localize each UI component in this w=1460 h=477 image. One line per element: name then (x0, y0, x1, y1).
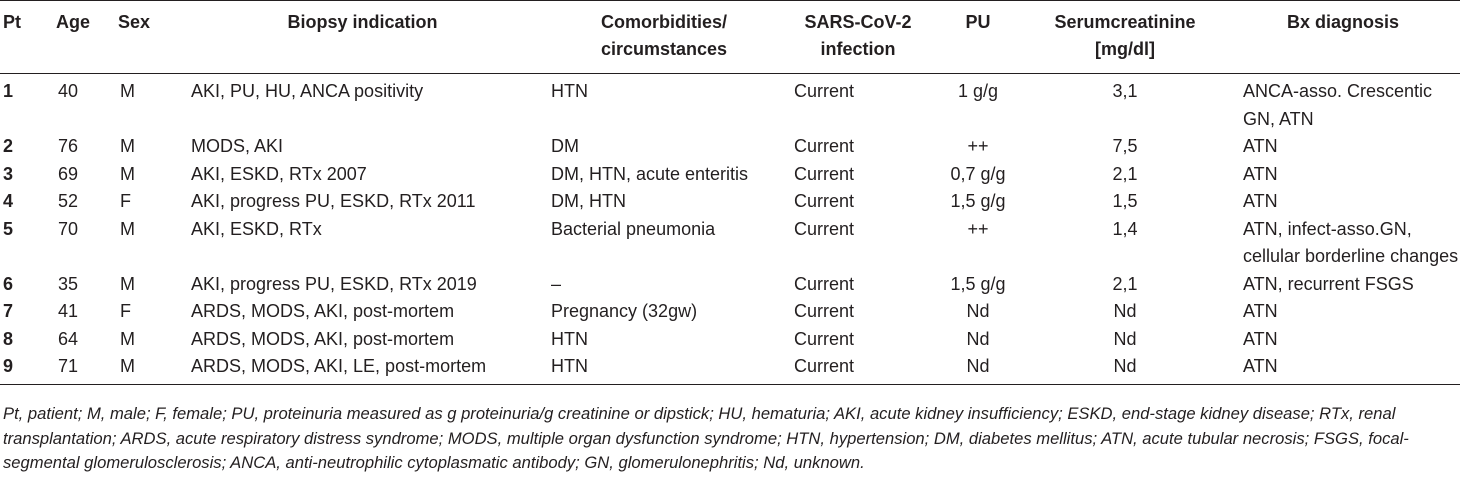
cell-comorbidities: HTN (551, 328, 588, 349)
dx-line1: ANCA-asso. Crescentic (1243, 81, 1433, 101)
cell-sex: F (120, 191, 131, 211)
cell-comorbidities: HTN (551, 356, 588, 376)
cell-pt: 2 (3, 136, 14, 156)
cell-sars: Current (794, 191, 855, 211)
header-sars-line2: infection (820, 39, 896, 59)
cell-biopsy-indication: ARDS, MODS, AKI, post-mortem (191, 328, 455, 349)
cell-biopsy-indication: ARDS, MODS, AKI, post-mortem (191, 301, 455, 321)
cell-pt: 5 (3, 218, 14, 239)
cell-bx-diagnosis: ATN, recurrent FSGS (1243, 273, 1414, 294)
cell-sars: Current (794, 273, 855, 294)
cell-pu: Nd (966, 328, 990, 349)
cell-sars: Current (794, 81, 855, 101)
cell-biopsy-indication: AKI, PU, HU, ANCA positivity (191, 81, 424, 101)
header-age: Age (56, 12, 91, 32)
header-serum-line2: [mg/dl] (1095, 39, 1155, 59)
table-row (0, 271, 1460, 299)
cell-comorbidities: Bacterial pneumonia (551, 218, 716, 239)
cell-sars: Current (794, 301, 855, 321)
header-serumcreatinine (1027, 1, 1223, 74)
cell-sex: M (120, 328, 135, 349)
table-footnote: Pt, patient; M, male; F, female; PU, proteinuria measured as g proteinuria/g creatinine or dipstick; HU, hematuria; AKI, acute kidney insufficiency; ESKD, end-stage kidney disease; RTx, renal transplantation; ARDS, acute respiratory distress syndrome; MODS, multiple organ dysfunction syndrome; HTN, hypertension; DM, diabetes mellitus; ATN, acute tubular necrosis; FSGS, focal-segmental glomerulosclerosis; ANCA, anti-neutrophilic cytoplasmatic antibody; GN, glomerulonephritis; Nd, unknown. (3, 404, 1409, 473)
cell-sex: M (120, 81, 135, 101)
cell-bx-diagnosis (1223, 74, 1460, 134)
cell-creatinine: 3,1 (1112, 81, 1138, 101)
header-sex: Sex (118, 12, 151, 32)
cell-pu: 0,7 g/g (950, 163, 1006, 184)
cell-creatinine: 2,1 (1112, 163, 1138, 184)
header-serum-line1: Serumcreatinine (1054, 12, 1196, 32)
cell-pu: ++ (967, 136, 989, 156)
cell-biopsy-indication: ARDS, MODS, AKI, LE, post-mortem (191, 356, 487, 376)
header-bx-diagnosis: Bx diagnosis (1286, 12, 1400, 32)
header-sars-line1: SARS-CoV-2 (804, 12, 912, 32)
cell-creatinine: Nd (1113, 328, 1137, 349)
cell-creatinine: 2,1 (1112, 273, 1138, 294)
header-pt: Pt (3, 12, 21, 32)
cell-pu: Nd (966, 356, 990, 376)
cell-bx-diagnosis: ATN (1243, 328, 1278, 349)
cell-bx-diagnosis (1223, 216, 1460, 271)
cell-sars: Current (794, 136, 855, 156)
cell-biopsy-indication: MODS, AKI (191, 136, 284, 156)
cell-sex: F (120, 301, 131, 321)
cell-sars: Current (794, 218, 855, 239)
cell-comorbidities: HTN (551, 81, 588, 101)
cell-bx-diagnosis: ATN (1243, 301, 1278, 321)
cell-creatinine: 7,5 (1112, 136, 1138, 156)
cell-bx-diagnosis: ATN (1243, 163, 1278, 184)
cell-sars: Current (794, 328, 855, 349)
table-header (0, 1, 1460, 74)
dx-line2: GN, ATN (1243, 108, 1314, 129)
cell-sars: Current (794, 163, 855, 184)
cell-pt: 4 (3, 191, 14, 211)
cell-age: 76 (58, 136, 79, 156)
cell-sex: M (120, 218, 135, 239)
table-row (0, 326, 1460, 354)
header-pu: PU (965, 12, 991, 32)
cell-pu: 1,5 g/g (950, 273, 1006, 294)
cell-bx-diagnosis: ATN (1243, 136, 1278, 156)
cell-bx-diagnosis: ATN (1243, 356, 1278, 376)
cell-sex: M (120, 356, 135, 376)
table-row (0, 133, 1460, 161)
cell-sex: M (120, 273, 135, 294)
table-row (0, 353, 1460, 384)
cell-age: 35 (58, 273, 79, 294)
cell-comorbidities: DM (551, 136, 579, 156)
cell-biopsy-indication: AKI, progress PU, ESKD, RTx 2019 (191, 273, 477, 294)
cell-biopsy-indication: AKI, progress PU, ESKD, RTx 2011 (191, 191, 476, 211)
cell-age: 41 (58, 301, 79, 321)
dx-line2: cellular borderline changes (1243, 246, 1459, 266)
cell-bx-diagnosis: ATN (1243, 191, 1278, 211)
cell-age: 40 (58, 81, 79, 101)
cell-age: 52 (58, 191, 79, 211)
header-biopsy-indication: Biopsy indication (287, 12, 438, 32)
header-comorbidities-line1: Comorbidities/ (600, 12, 727, 32)
cell-comorbidities: DM, HTN (551, 191, 626, 211)
header-comorbidities-line2: circumstances (600, 39, 728, 59)
cell-pt: 9 (3, 356, 14, 376)
cell-sex: M (120, 136, 135, 156)
cell-creatinine: 1,5 (1112, 191, 1138, 211)
cell-comorbidities: – (551, 273, 562, 294)
cell-age: 70 (58, 218, 79, 239)
cell-pu: 1,5 g/g (950, 191, 1006, 211)
cell-pu: ++ (967, 218, 989, 239)
cell-age: 71 (58, 356, 79, 376)
cell-pu: 1 g/g (957, 81, 999, 101)
header-comorbidities (541, 1, 787, 74)
cell-creatinine: 1,4 (1112, 218, 1138, 239)
cell-creatinine: Nd (1113, 301, 1137, 321)
dx-line1: ATN, infect-asso.GN, (1243, 218, 1412, 239)
cell-sex: M (120, 163, 135, 184)
table-row (0, 74, 1460, 134)
table-row (0, 188, 1460, 216)
header-sars (787, 1, 929, 74)
cell-comorbidities: Pregnancy (32gw) (551, 301, 698, 321)
cell-pt: 7 (3, 301, 14, 321)
table-row (0, 216, 1460, 271)
cell-creatinine: Nd (1113, 356, 1137, 376)
cell-sars: Current (794, 356, 855, 376)
cell-age: 69 (58, 163, 79, 184)
cell-pt: 3 (3, 163, 14, 184)
cell-biopsy-indication: AKI, ESKD, RTx 2007 (191, 163, 367, 184)
cell-comorbidities: DM, HTN, acute enteritis (551, 163, 749, 184)
cell-pt: 6 (3, 273, 14, 294)
table-row (0, 298, 1460, 326)
cell-pt: 1 (3, 81, 14, 101)
table-body (0, 74, 1460, 385)
cell-pt: 8 (3, 328, 14, 349)
cell-pu: Nd (966, 301, 990, 321)
cell-biopsy-indication: AKI, ESKD, RTx (191, 218, 322, 239)
header-row (0, 1, 1460, 74)
table-row (0, 161, 1460, 189)
cell-age: 64 (58, 328, 79, 349)
